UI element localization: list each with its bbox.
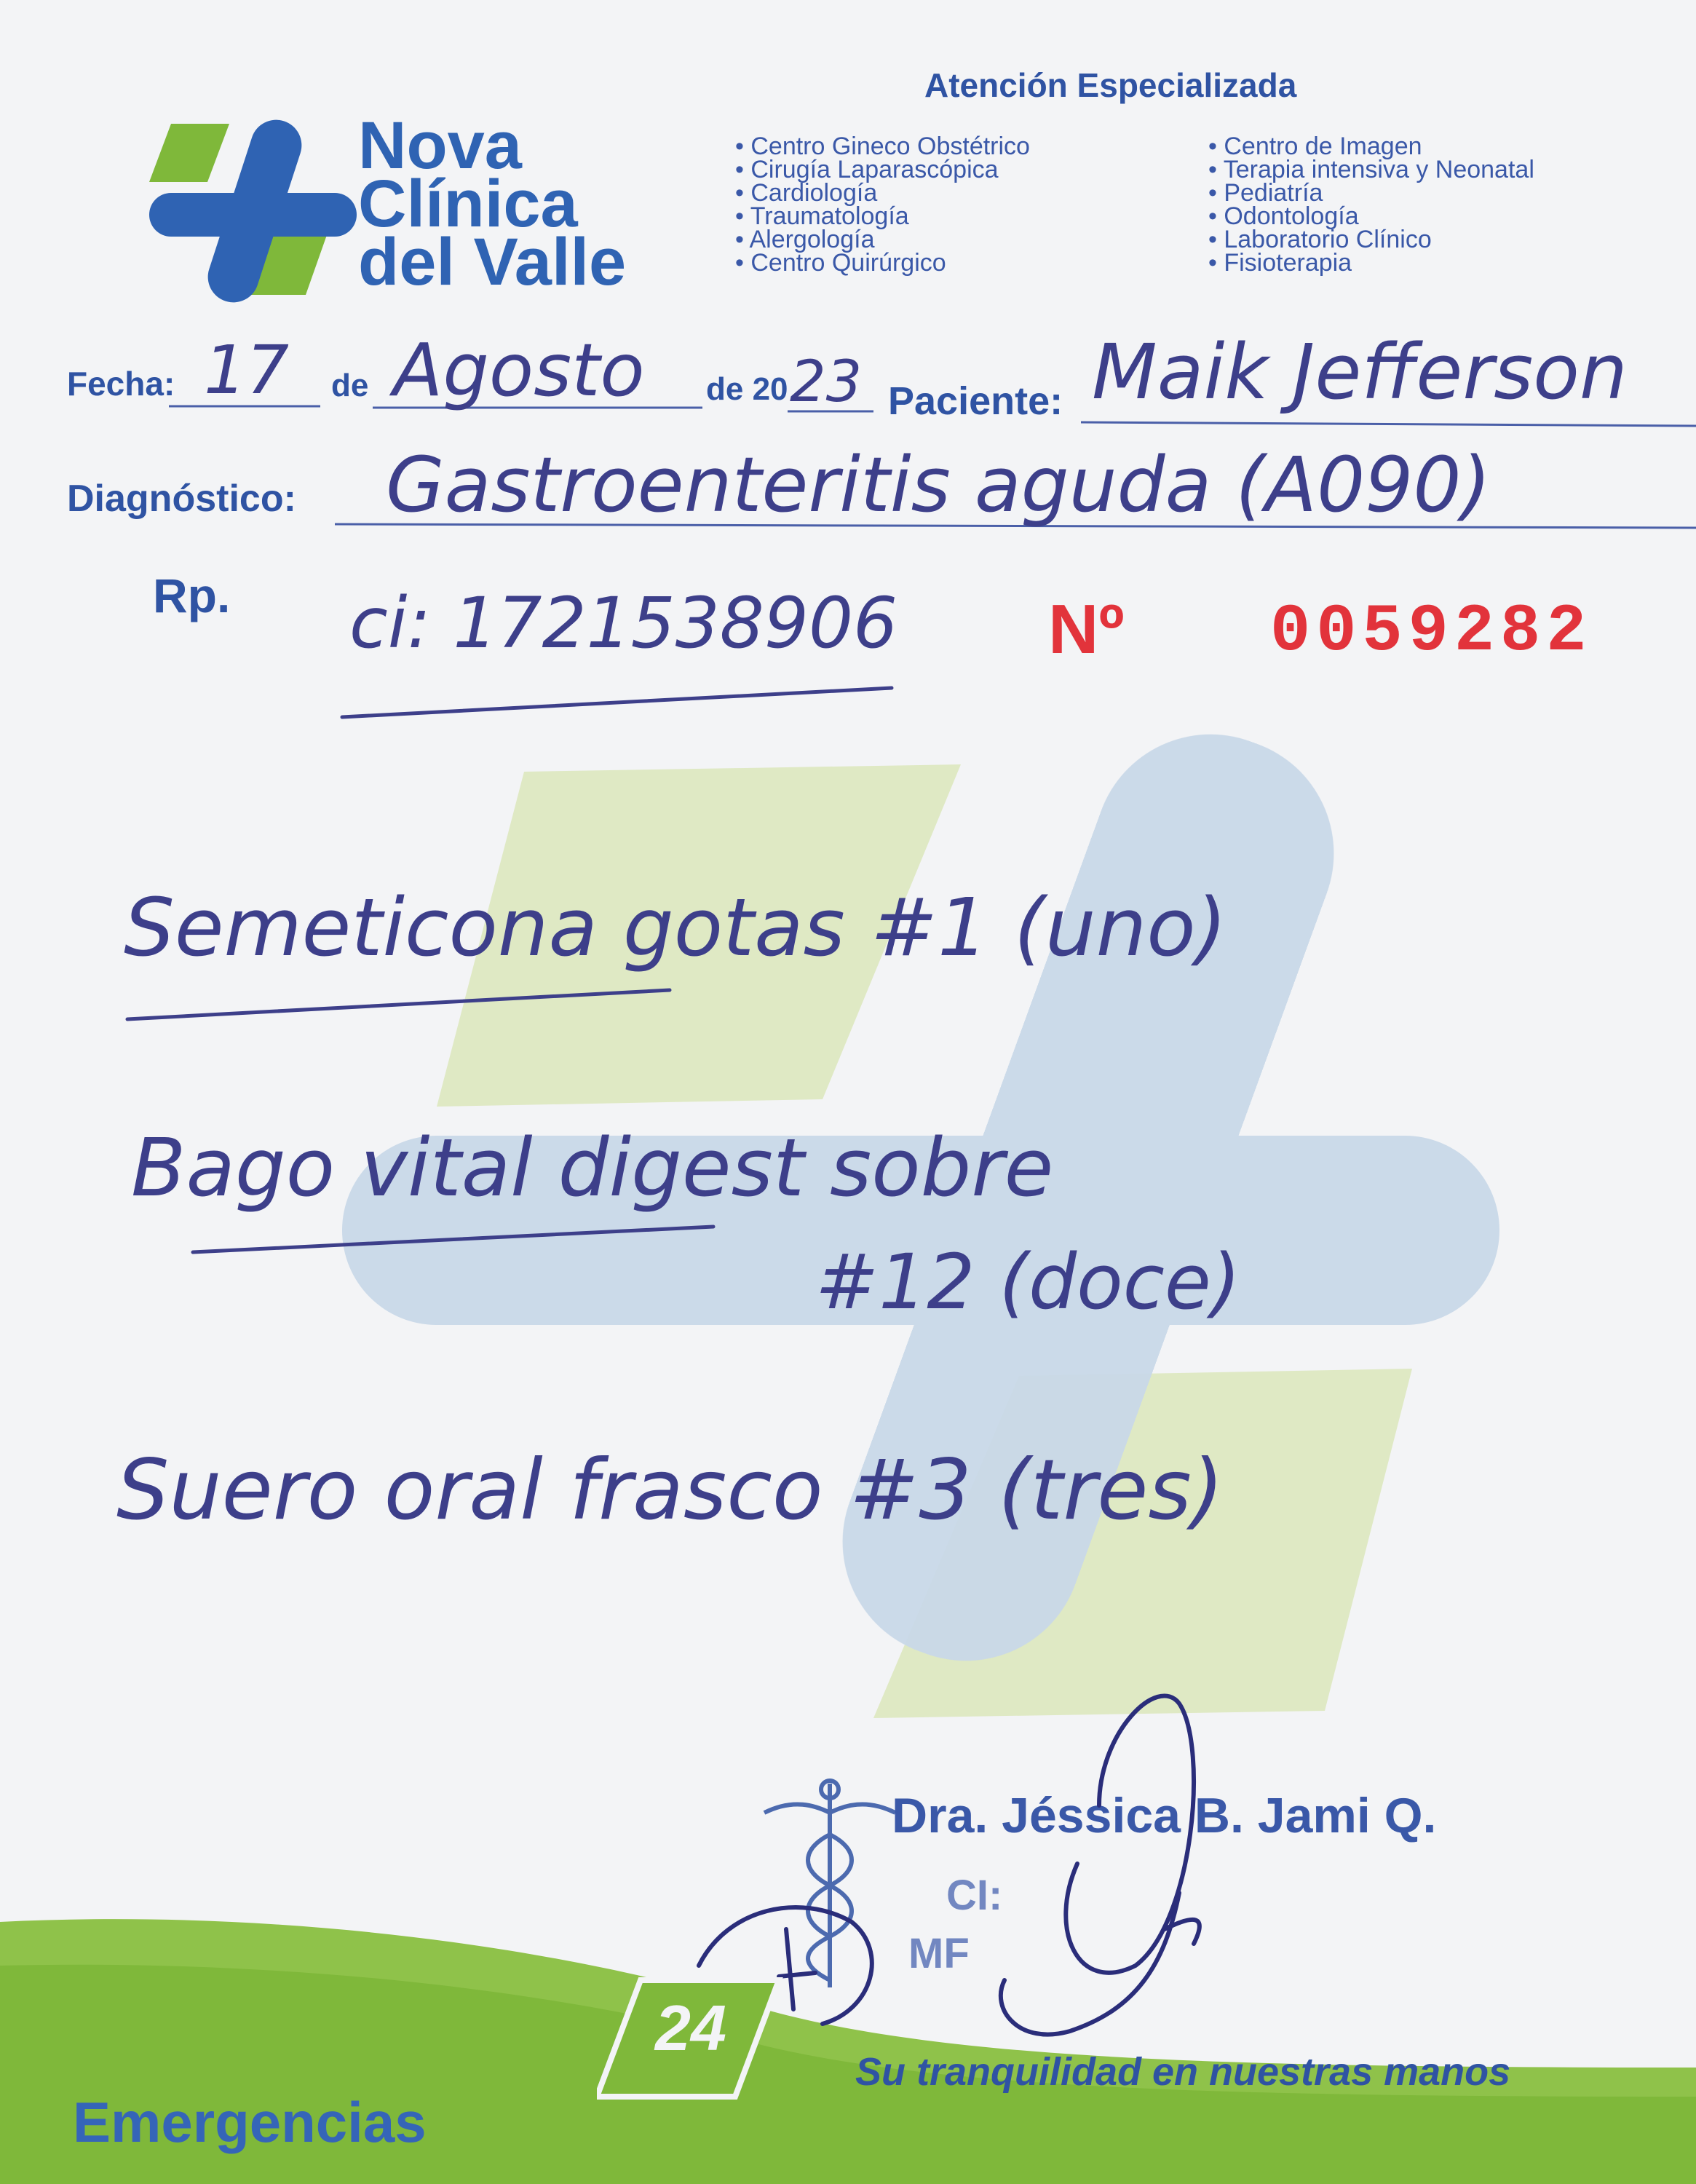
hw-day: 17: [204, 331, 290, 409]
number-label: Nº: [1048, 590, 1125, 668]
hw-rx3: Suero oral frasco #3 (tres): [116, 1441, 1224, 1538]
service-item: • Cardiología: [735, 179, 878, 207]
prescription-number: 0059282: [1270, 593, 1593, 670]
service-item: • Traumatología: [735, 202, 909, 230]
service-item: • Alergología: [735, 226, 875, 253]
de20-label: de 20: [706, 371, 788, 407]
rp-label: Rp.: [153, 569, 231, 622]
hw-year: 23: [790, 349, 863, 415]
emergencias-label: Emergencias: [73, 2090, 427, 2154]
doctor-name: Dra. Jéssica B. Jami Q.: [892, 1788, 1437, 1843]
hw-rx1: Semeticona gotas #1 (uno): [124, 881, 1227, 974]
service-item: • Centro Gineco Obstétrico: [735, 132, 1030, 160]
doctor-ci-label: CI:: [946, 1872, 1003, 1919]
doctor-mf-label: MF: [908, 1930, 970, 1977]
slogan: Su tranquilidad en nuestras manos: [855, 2050, 1511, 2094]
de-label: de: [331, 368, 369, 403]
services-heading: Atención Especializada: [924, 66, 1297, 104]
clinic-name-line1: Nova: [358, 108, 522, 183]
badge-24: 24: [655, 1992, 726, 2064]
service-item: • Odontología: [1208, 202, 1359, 230]
hw-ci: ci: 1721538906: [349, 582, 898, 664]
service-item: • Terapia intensiva y Neonatal: [1208, 156, 1534, 183]
hw-rx2b: #12 (doce): [815, 1238, 1241, 1326]
clinic-name-line2: Clínica: [358, 167, 578, 241]
hw-rx2a: Bago vital digest sobre: [131, 1121, 1054, 1214]
fecha-label: Fecha:: [67, 365, 175, 403]
service-item: • Fisioterapia: [1208, 249, 1352, 277]
service-item: • Centro de Imagen: [1208, 132, 1422, 160]
service-item: • Pediatría: [1208, 179, 1323, 207]
hw-month: Agosto: [393, 328, 645, 413]
clinic-name-line3: del Valle: [358, 225, 627, 299]
hw-patient: Maik Jefferson: [1092, 328, 1628, 416]
service-item: • Laboratorio Clínico: [1208, 226, 1432, 253]
paciente-label: Paciente:: [888, 379, 1063, 423]
service-item: • Cirugía Laparascópica: [735, 156, 999, 183]
diagnostico-label: Diagnóstico:: [67, 478, 296, 520]
hw-diagnosis: Gastroenteritis aguda (A090): [386, 440, 1491, 529]
service-item: • Centro Quirúrgico: [735, 249, 946, 277]
